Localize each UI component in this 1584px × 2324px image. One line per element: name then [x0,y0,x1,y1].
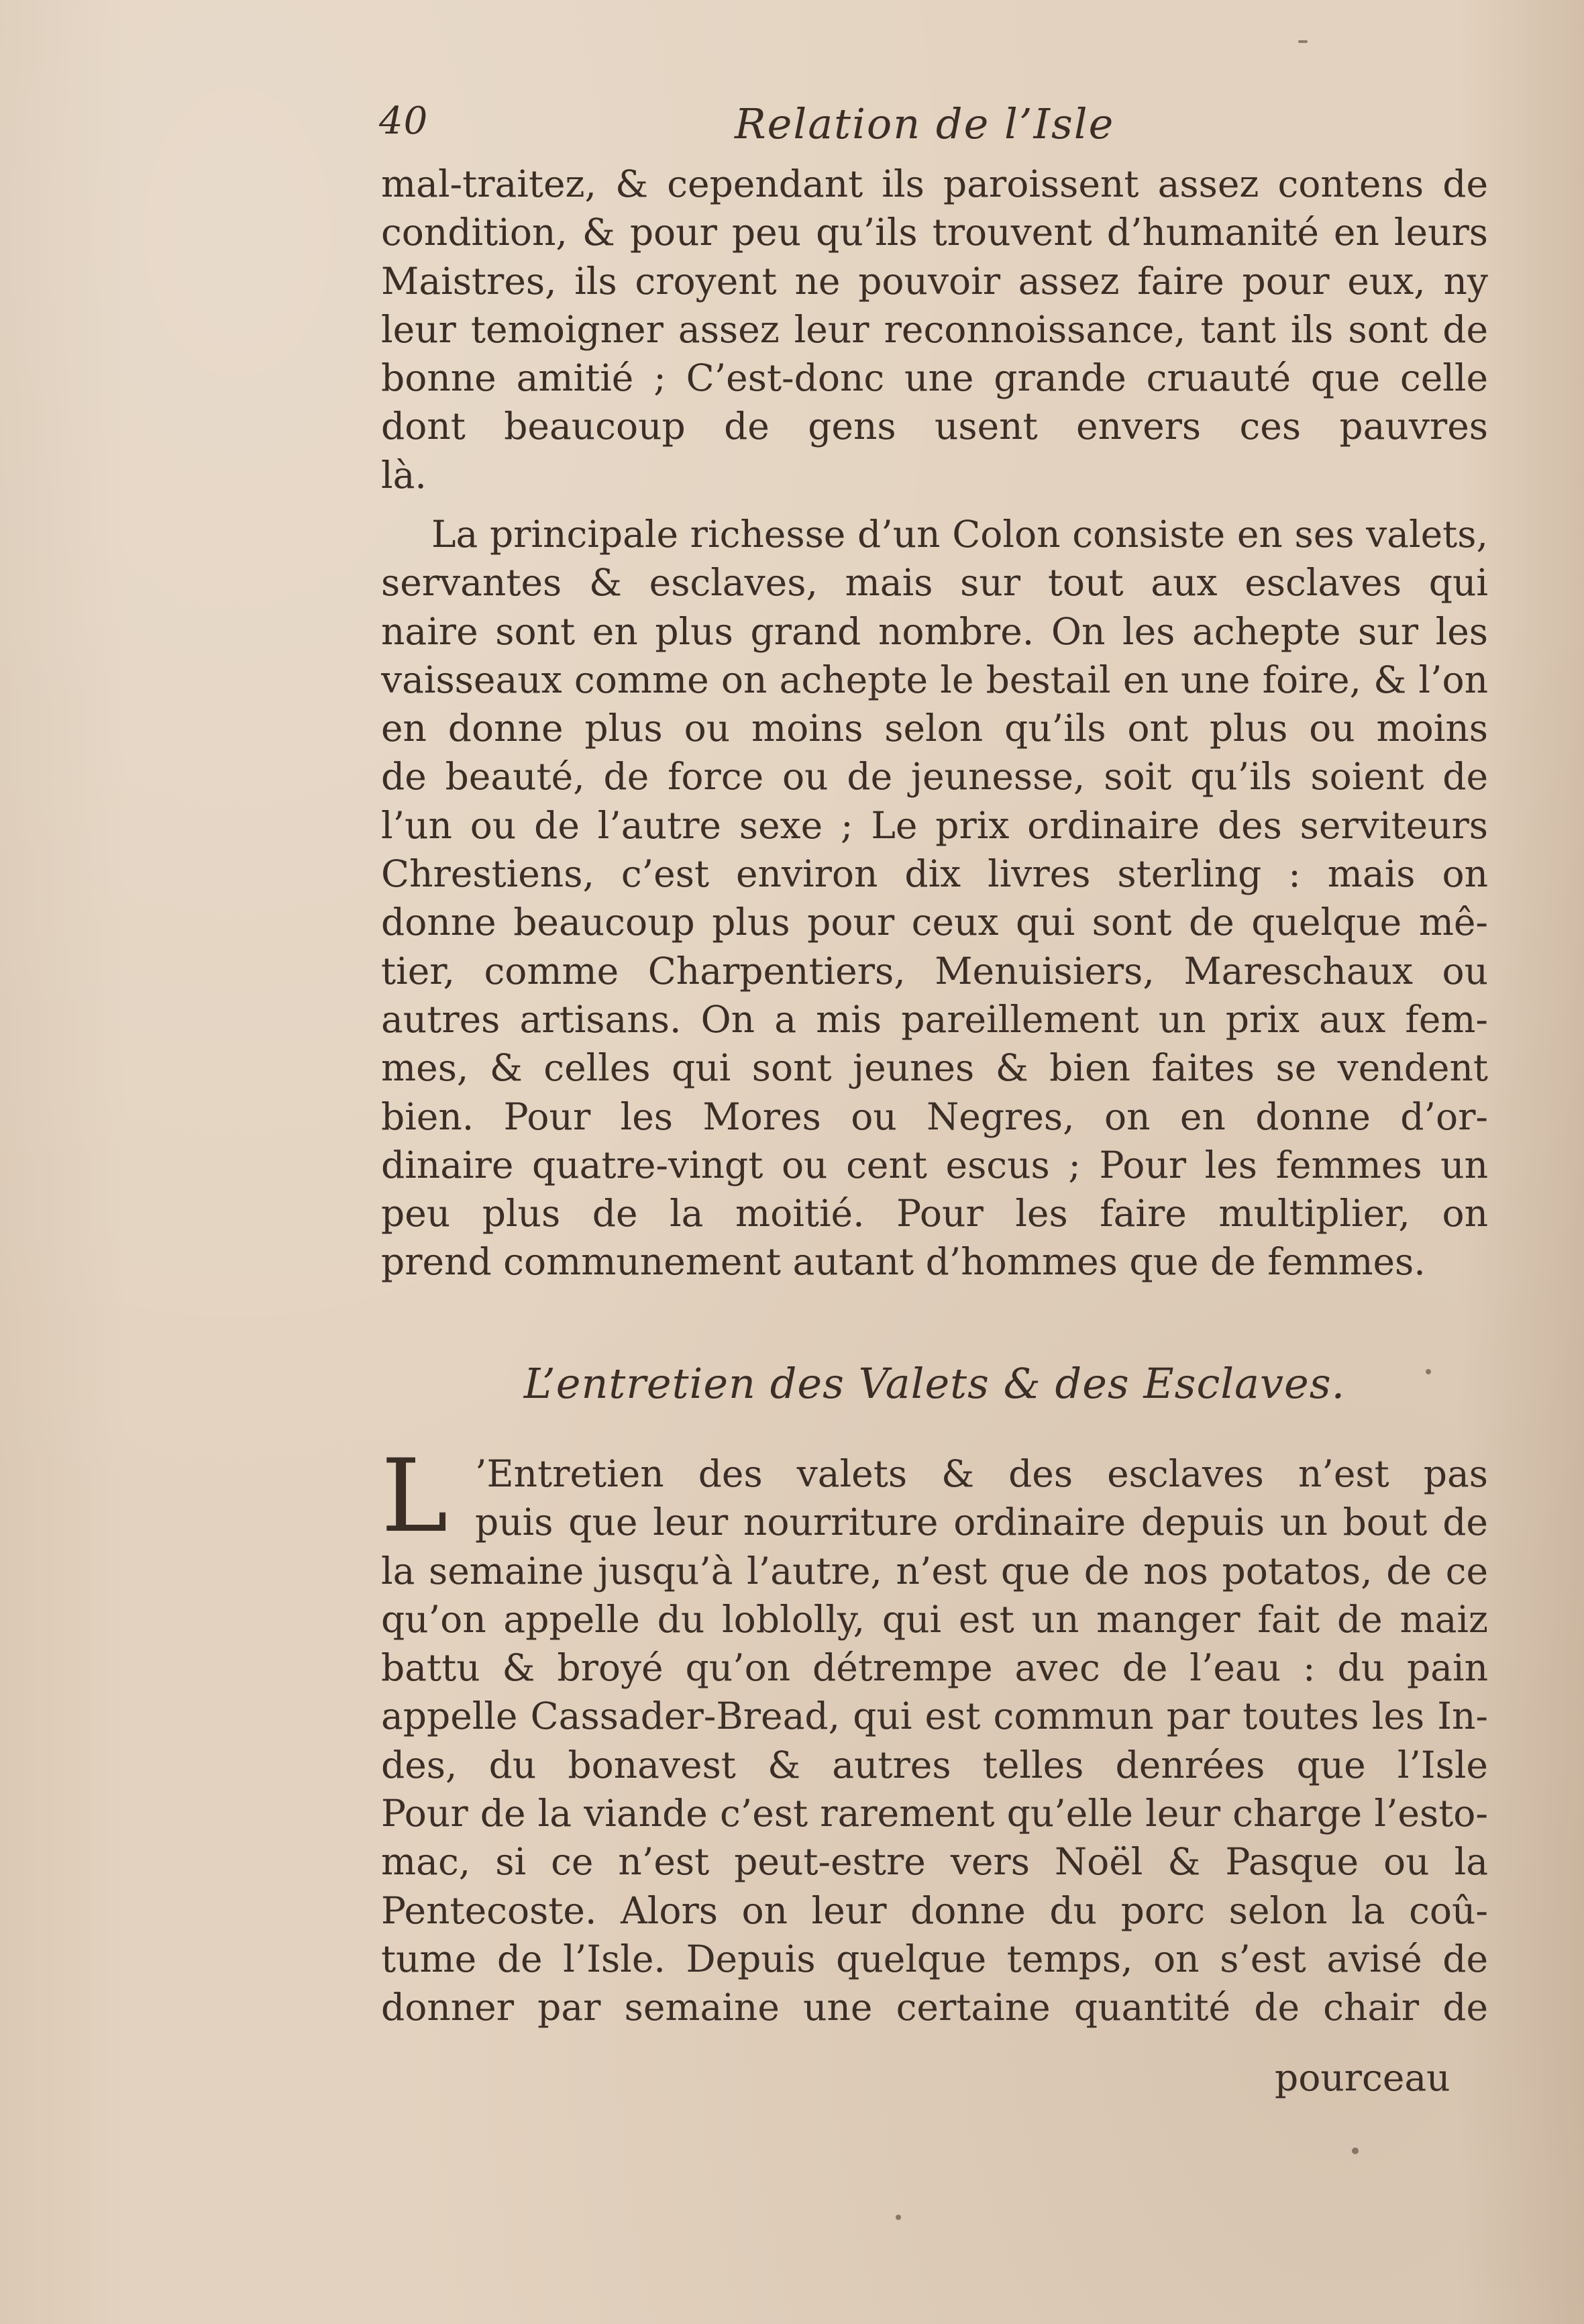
text-line: mes, & celles qui sont jeunes & bien faites se vendent [381,1046,1488,1090]
text-line: qu’on appelle du loblolly, qui est un manger fait de maiz [381,1597,1488,1641]
text-line: vaisseaux comme on achepte le bestail en une foire, & l’on [381,658,1488,701]
text-line: appelle Cassader-Bread, qui est commun par toutes les In- [381,1695,1488,1738]
text-line: donne beaucoup plus pour ceux qui sont de quelque mê- [381,901,1488,944]
text-line: la semaine jusqu’à l’autre, n’est que de nos potatos, de ce [381,1549,1488,1593]
text-line: de beauté, de force ou de jeunesse, soit qu’ils soient de [381,755,1488,799]
text-line: La principale richesse d’un Colon consiste en ses valets, [431,513,1488,556]
text-line: dont beaucoup de gens usent envers ces pauvres [381,405,1488,448]
text-line: en donne plus ou moins selon qu’ils ont plus ou moins [381,707,1488,750]
text-line: donner par semaine une certaine quantité de chair de [381,1986,1488,2029]
text-line: bien. Pour les Mores ou Negres, on en donne d’or- [381,1095,1488,1138]
page-number: 40 [379,99,429,143]
text-line: autres artisans. On a mis pareillement un prix aux fem- [381,997,1488,1041]
text-line: peu plus de la moitié. Pour les faire multiplier, on [381,1192,1488,1235]
text-line: naire sont en plus grand nombre. On les achepte sur les [381,609,1488,653]
text-line: puis que leur nourriture ordinaire depuis un bout de [475,1501,1488,1544]
text-line: des, du bonavest & autres telles denrées que l’Isle [381,1743,1488,1786]
text-line: tume de l’Isle. Depuis quelque temps, on s’est avisé de [381,1937,1488,1980]
text-line: là. [381,453,427,497]
text-line: ’Entretien des valets & des esclaves n’est pas [475,1452,1488,1495]
ink-speck [1298,40,1308,43]
text-line: bonne amitié ; C’est-donc une grande cruauté que celle [381,356,1488,400]
text-line: mac, si ce n’est peut-estre vers Noël & Pasque ou la [381,1840,1488,1884]
text-line: condition, & pour peu qu’ils trouvent d’humanité en leurs [381,211,1488,254]
ink-speck [1352,2148,1359,2154]
text-line: leur temoigner assez leur reconnoissance, tant ils sont de [381,307,1488,351]
text-line: Chrestiens, c’est environ dix livres sterling : mais on [381,852,1488,896]
text-line: Pour de la viande c’est rarement qu’elle leur charge l’esto- [381,1792,1488,1835]
section-paragraph [381,1438,1488,2032]
text-line: battu & broyé qu’on détrempe avec de l’eau : du pain [381,1646,1488,1690]
paragraph-1 [381,160,1488,499]
text-line: prend communement autant d’hommes que de femmes. [381,1240,1426,1284]
catchword: pourceau [1275,2056,1450,2099]
drop-cap: L [381,1438,448,1555]
running-title: Relation de l’Isle [735,99,1115,148]
text-line: Maistres, ils croyent ne pouvoir assez faire pour eux, ny [381,259,1488,303]
ink-speck [1426,1369,1431,1374]
text-line: mal-traitez, & cependant ils paroissent assez contens de [381,162,1488,205]
text-line: tier, comme Charpentiers, Menuisiers, Mareschaux ou [381,949,1488,993]
text-line: dinaire quatre-vingt ou cent escus ; Pour les femmes un [381,1143,1488,1186]
page-header [379,99,1466,153]
text-line: l’un ou de l’autre sexe ; Le prix ordinaire des serviteurs [381,803,1488,847]
text-line: Pentecoste. Alors on leur donne du porc selon la coû- [381,1888,1488,1932]
ink-speck [896,2215,901,2220]
section-heading: L’entretien des Valets & des Esclaves. [523,1359,1346,1408]
text-line: servantes & esclaves, mais sur tout aux esclaves qui [381,561,1488,605]
paragraph-2 [381,510,1488,1286]
